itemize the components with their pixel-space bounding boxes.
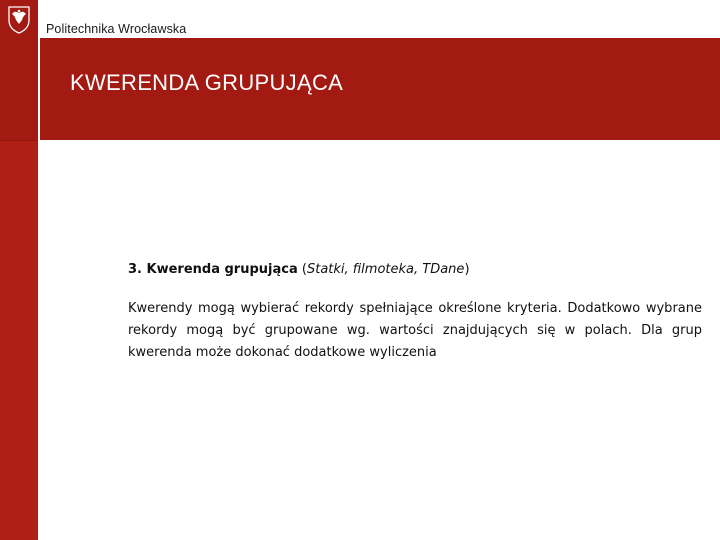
body-paragraph: Kwerendy mogą wybierać rekordy spełniające określone kryteria. Dodatkowo wybrane rekordy mogą być grupowane wg. wartości znajdujących się w polach. Dla grup kwerenda może dokonać dodatkowe wyliczenia	[128, 301, 702, 360]
slide-content	[128, 262, 702, 364]
left-strip-upper	[0, 38, 38, 140]
heading-bold: 3. Kwerenda grupująca	[128, 262, 298, 277]
heading-italic: Statki, filmoteka, TDane	[306, 262, 465, 277]
heading-close-paren: )	[464, 262, 470, 277]
brand-name: Politechnika Wrocławska	[46, 22, 187, 36]
slide-title: KWERENDA GRUPUJĄCA	[70, 70, 344, 95]
section-heading	[128, 262, 702, 277]
heading-open-paren: (	[301, 262, 307, 277]
university-crest-icon	[0, 0, 38, 38]
left-strip-lower	[0, 140, 38, 540]
top-bar	[0, 0, 720, 38]
